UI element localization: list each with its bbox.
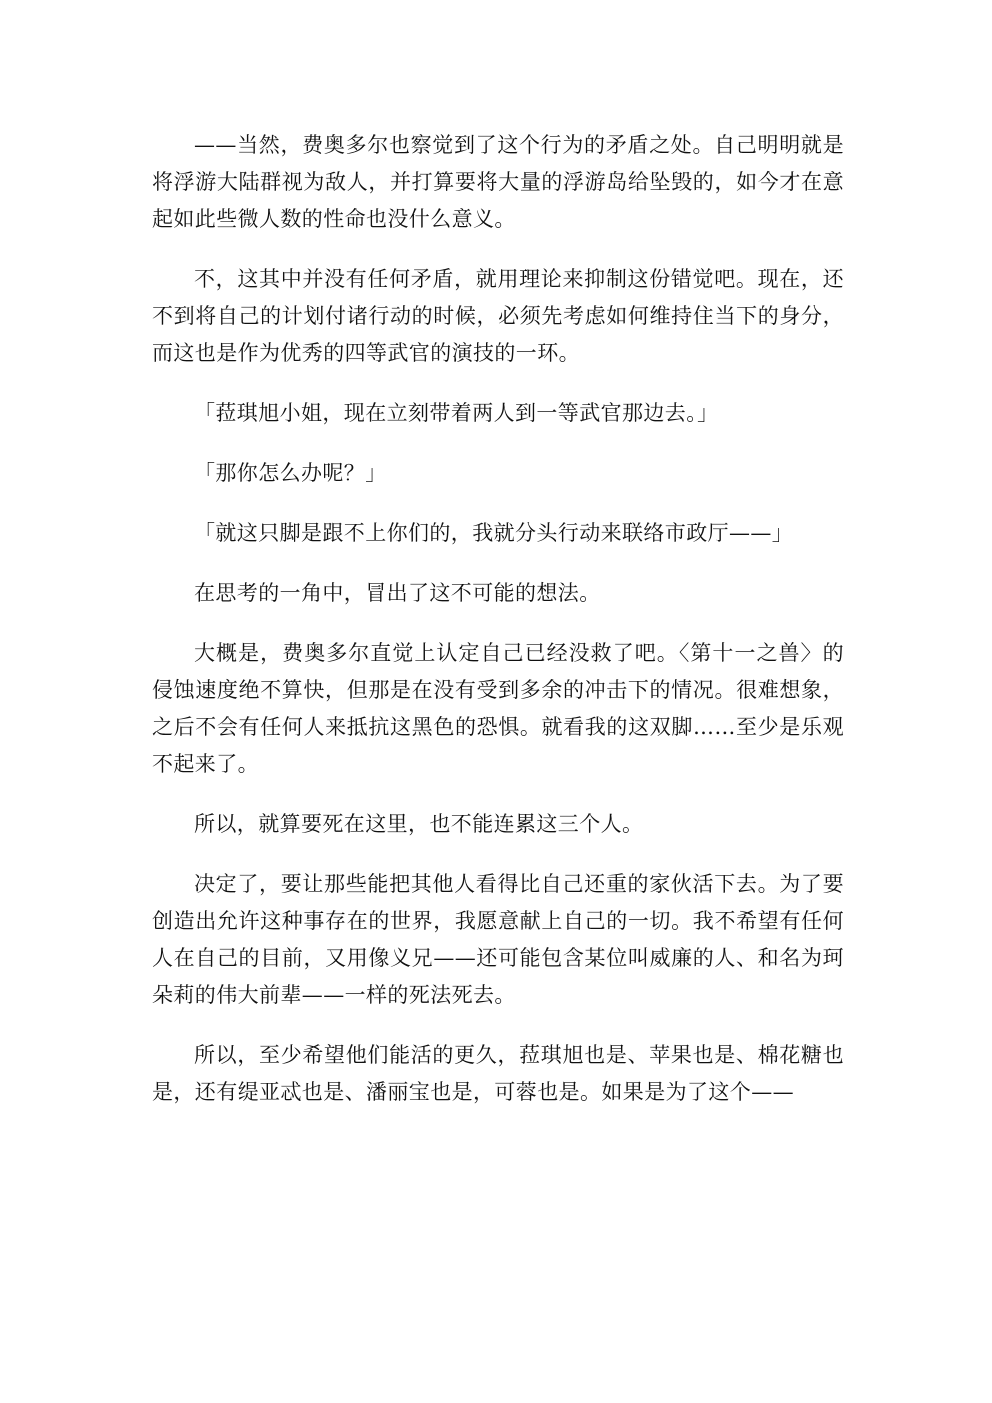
dialogue-line: 「就这只脚是跟不上你们的，我就分头行动来联络市政厅——」 — [194, 521, 794, 545]
dialogue-line: 「菈琪旭小姐，现在立刻带着两人到一等武官那边去。」 — [194, 401, 719, 425]
dialogue-line: 「那你怎么办呢？」 — [194, 461, 387, 485]
paragraph: 决定了，要让那些能把其他人看得比自己还重的家伙活下去。为了要创造出允许这种事存在的世界，我愿意献上自己的一切。我不希望有任何人在自己的目前，又用像义兄——还可能包含某位叫威廉的人、和名为珂朵莉的伟大前辈——一样的死法死去。 — [152, 872, 844, 1007]
paragraph: ——当然，费奥多尔也察觉到了这个行为的矛盾之处。自己明明就是将浮游大陆群视为敌人，并打算要将大量的浮游岛给坠毁的，如今才在意起如此些微人数的性命也没什么意义。 — [152, 133, 844, 231]
paragraph: 所以，至少希望他们能活的更久，菈琪旭也是、苹果也是、棉花糖也是，还有缇亚忒也是、潘丽宝也是，可蓉也是。如果是为了这个—— — [152, 1043, 844, 1104]
paragraph: 所以，就算要死在这里，也不能连累这三个人。 — [194, 812, 644, 836]
paragraph: 不，这其中并没有任何矛盾，就用理论来抑制这份错觉吧。现在，还不到将自己的计划付诸行动的时候，必须先考虑如何维持住当下的身分，而这也是作为优秀的四等武官的演技的一环。 — [152, 267, 844, 365]
paragraph: 在思考的一角中，冒出了这不可能的想法。 — [194, 581, 601, 605]
paragraph: 大概是，费奥多尔直觉上认定自己已经没救了吧。〈第十一之兽〉的侵蚀速度绝不算快，但那是在没有受到多余的冲击下的情况。很难想象，之后不会有任何人来抵抗这黑色的恐惧。就看我的这双脚……至少是乐观不起来了。 — [152, 641, 844, 776]
document-body — [152, 127, 844, 1134]
